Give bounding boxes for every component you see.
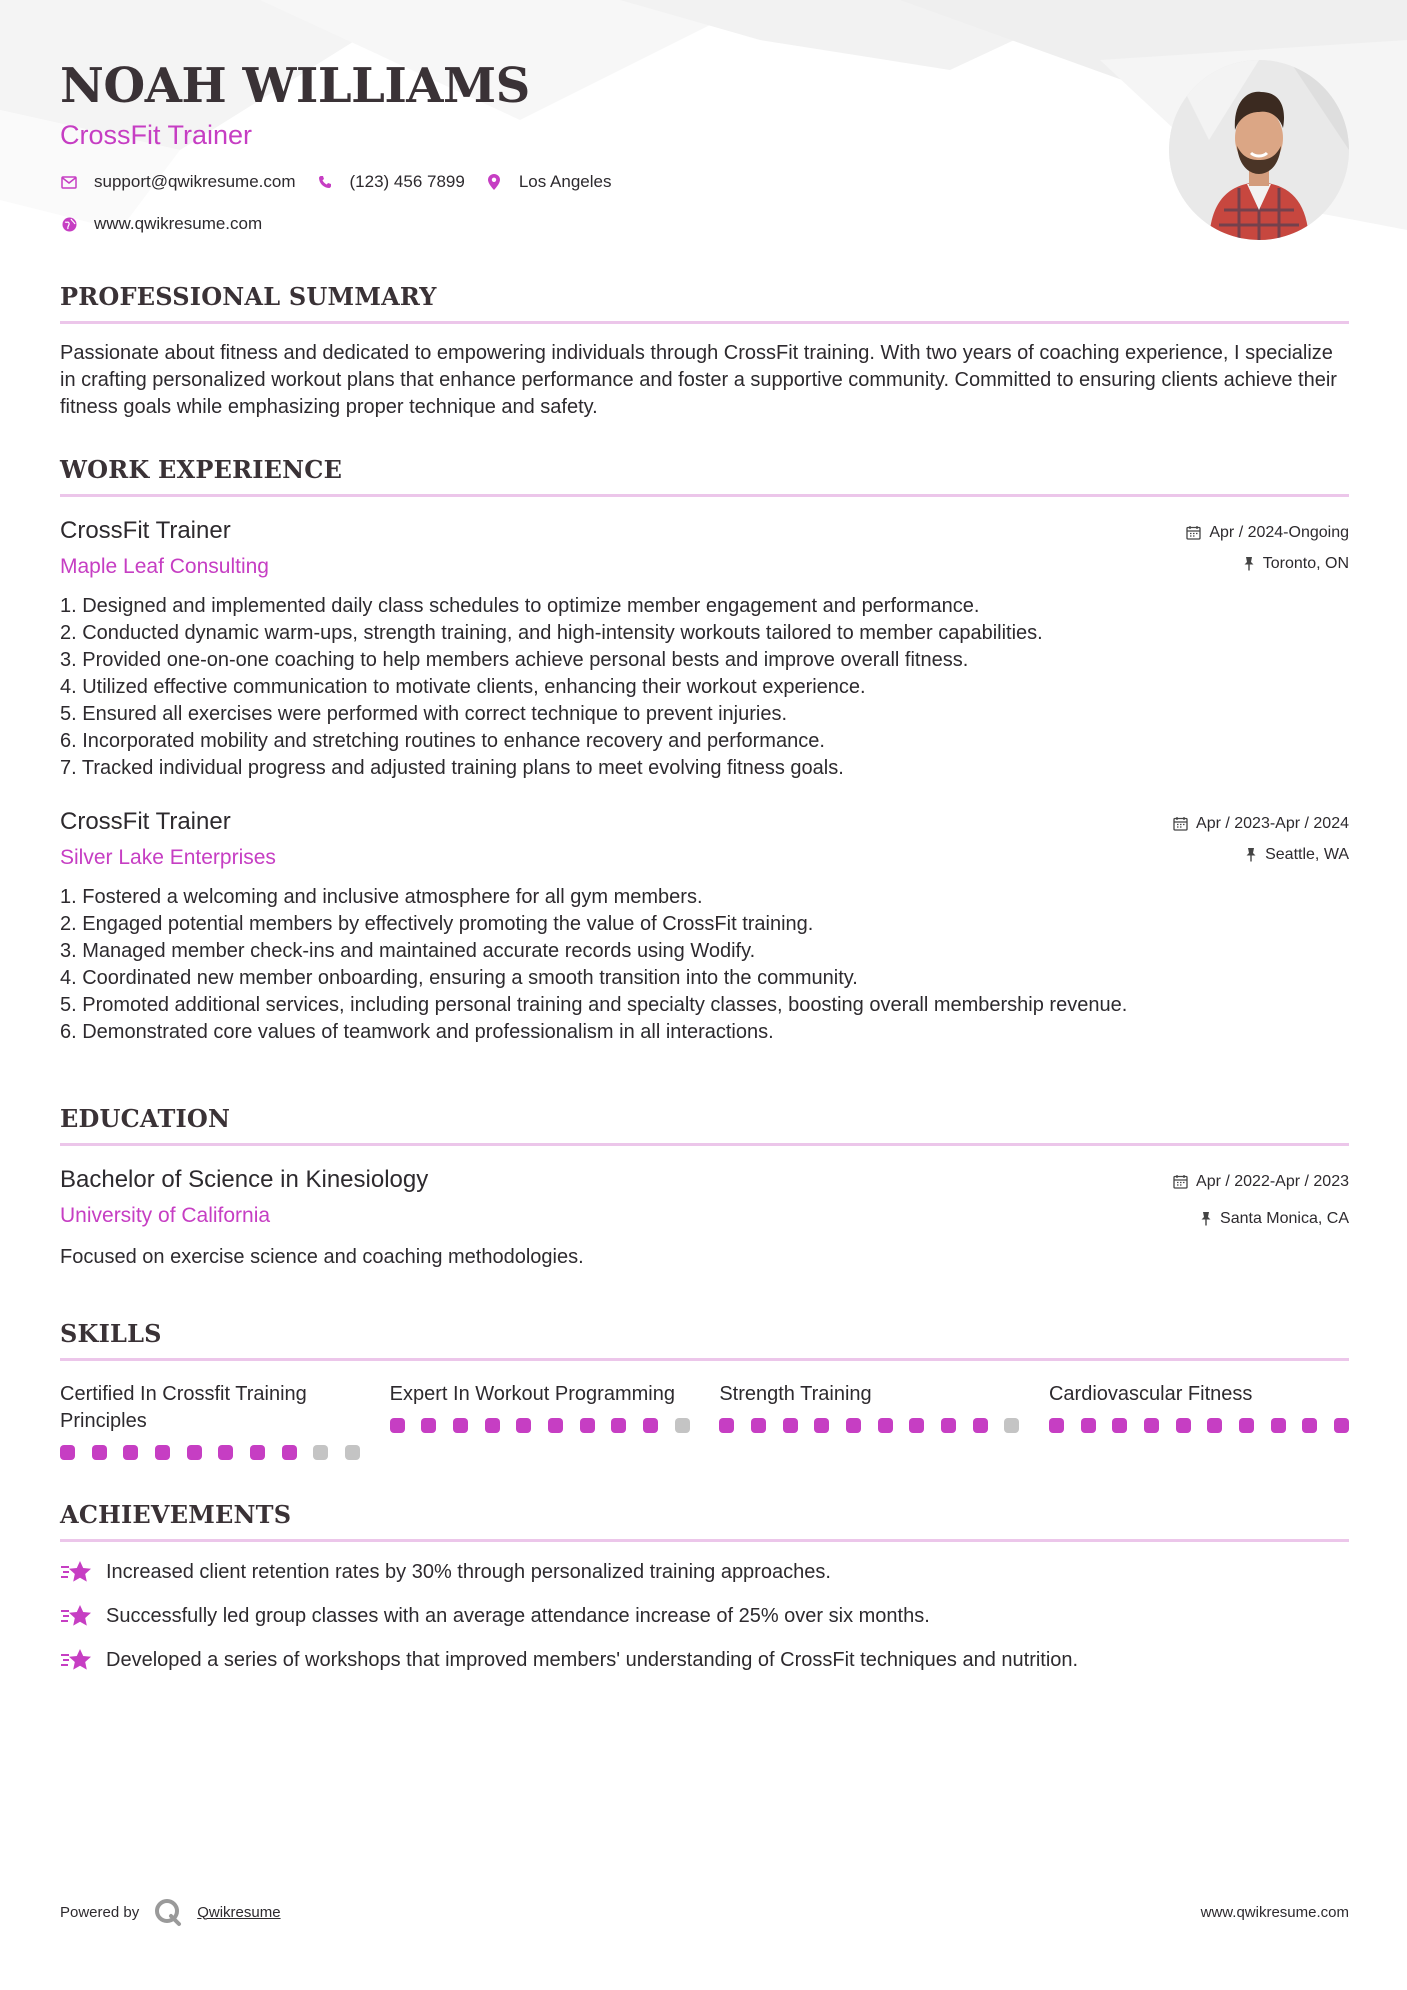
company-name: Silver Lake Enterprises	[60, 846, 276, 869]
rating-dot-filled	[973, 1418, 988, 1433]
rating-dot-filled	[878, 1418, 893, 1433]
calendar-icon	[1173, 816, 1188, 831]
list-item: 5. Ensured all exercises were performed with correct technique to prevent injuries.	[60, 703, 788, 725]
rating-dot-filled	[1081, 1418, 1096, 1433]
pushpin-icon	[1200, 1211, 1212, 1226]
rating-dot-filled	[1334, 1418, 1349, 1433]
list-item: 2. Conducted dynamic warm-ups, strength training, and high-intensity workouts tailored to member capabilities.	[60, 622, 1043, 644]
achievement-text: Increased client retention rates by 30% through personalized training approaches.	[106, 1560, 831, 1583]
rating-dot-filled	[92, 1445, 107, 1460]
rating-dot-filled	[282, 1445, 297, 1460]
list-item: 1. Fostered a welcoming and inclusive atmosphere for all gym members.	[60, 886, 703, 908]
rating-dot-filled	[1239, 1418, 1254, 1433]
rating-dot-filled	[1144, 1418, 1159, 1433]
rating-dot-filled	[611, 1418, 626, 1433]
achievement-item	[60, 1646, 1349, 1674]
list-item: 4. Coordinated new member onboarding, ensuring a smooth transition into the community.	[60, 967, 858, 989]
rating-dot-filled	[751, 1418, 766, 1433]
envelope-icon	[60, 173, 78, 191]
rating-dot-empty	[345, 1445, 360, 1460]
skill-name: Expert In Workout Programming	[389, 1383, 675, 1405]
job-dates: Apr / 2023-Apr / 2024	[1196, 814, 1349, 832]
section-heading-education: EDUCATION	[60, 1104, 1349, 1146]
school-name: University of California	[60, 1204, 271, 1227]
skill-rating	[60, 1445, 360, 1460]
pushpin-icon	[1245, 847, 1257, 862]
skill-name: Certified In Crossfit Training Principles	[60, 1383, 307, 1432]
achievement-item	[60, 1602, 1349, 1630]
rating-dot-filled	[123, 1445, 138, 1460]
achievements-section	[60, 1500, 1349, 1674]
rating-dot-filled	[814, 1418, 829, 1433]
list-item: 3. Provided one-on-one coaching to help members achieve personal bests and improve overall fitness.	[60, 649, 969, 671]
location-text: Los Angeles	[518, 172, 612, 191]
job-location: Seattle, WA	[1265, 845, 1349, 863]
education-description: Focused on exercise science and coaching methodologies.	[60, 1246, 584, 1268]
website-row	[60, 214, 282, 234]
list-item: 5. Promoted additional services, including personal training and specialty classes, boosting overall membership revenue.	[60, 994, 1128, 1016]
rating-dot-filled	[516, 1418, 531, 1433]
rating-dot-filled	[421, 1418, 436, 1433]
skill-rating	[1049, 1418, 1349, 1433]
achievement-item	[60, 1558, 1349, 1586]
rating-dot-filled	[187, 1445, 202, 1460]
summary-text: Passionate about fitness and dedicated to empowering individuals through CrossFit training. With two years of coaching experience, I specialize in crafting personalized workout plans that enhance performance and foster a supportive community. Committed to ensuring clients achieve their fitness goals while emphasizing proper technique and safety.	[60, 342, 1337, 418]
list-item: 7. Tracked individual progress and adjusted training plans to meet evolving fitness goals.	[60, 757, 844, 779]
powered-by-label: Powered by	[60, 1903, 140, 1921]
globe-icon	[60, 215, 78, 233]
rating-dot-filled	[390, 1418, 405, 1433]
education-location: Santa Monica, CA	[1220, 1209, 1349, 1227]
job-entry	[60, 517, 1349, 782]
achievement-text: Developed a series of workshops that improved members' understanding of CrossFit techniques and nutrition.	[106, 1648, 1079, 1671]
page-footer	[60, 1897, 1349, 1927]
skill-item	[1049, 1381, 1349, 1460]
job-title: CrossFit Trainer	[60, 517, 231, 544]
phone-icon	[316, 173, 334, 191]
website-link[interactable]: www.qwikresume.com	[94, 214, 263, 233]
brand-link[interactable]: Qwikresume	[197, 1903, 281, 1921]
education-section	[60, 1104, 1349, 1271]
skill-name: Strength Training	[719, 1383, 872, 1405]
skill-item	[719, 1381, 1019, 1460]
job-dates: Apr / 2024-Ongoing	[1209, 523, 1349, 541]
rating-dot-filled	[783, 1418, 798, 1433]
rating-dot-filled	[1049, 1418, 1064, 1433]
rating-dot-filled	[485, 1418, 500, 1433]
education-dates: Apr / 2022-Apr / 2023	[1196, 1172, 1349, 1190]
company-name: Maple Leaf Consulting	[60, 555, 269, 578]
candidate-title: CrossFit Trainer	[60, 120, 253, 150]
qwikresume-logo-icon	[153, 1897, 183, 1927]
skill-name: Cardiovascular Fitness	[1048, 1383, 1253, 1405]
rating-dot-filled	[941, 1418, 956, 1433]
resume-header	[60, 0, 1349, 262]
list-item: 1. Designed and implemented daily class schedules to optimize member engagement and performance.	[60, 595, 980, 617]
job-entry	[60, 808, 1349, 1046]
rating-dot-filled	[250, 1445, 265, 1460]
job-title: CrossFit Trainer	[60, 808, 231, 835]
map-pin-icon	[485, 173, 503, 191]
skills-list	[60, 1381, 1349, 1460]
profile-photo	[1169, 60, 1349, 240]
skill-item	[60, 1381, 360, 1460]
rating-dot-empty	[675, 1418, 690, 1433]
rating-dot-filled	[1112, 1418, 1127, 1433]
section-heading-skills: SKILLS	[60, 1319, 1349, 1361]
section-heading-summary: PROFESSIONAL SUMMARY	[60, 282, 1349, 324]
skills-section	[60, 1319, 1349, 1460]
list-item: 6. Demonstrated core values of teamwork and professionalism in all interactions.	[60, 1021, 774, 1043]
phone-number[interactable]: (123) 456 7899	[349, 172, 465, 191]
degree-title: Bachelor of Science in Kinesiology	[60, 1166, 429, 1193]
summary-section	[60, 282, 1349, 421]
star-icon	[60, 1558, 94, 1586]
education-entry	[60, 1166, 1349, 1271]
calendar-icon	[1173, 1174, 1188, 1189]
skill-rating	[390, 1418, 690, 1433]
email-link[interactable]: support@qwikresume.com	[94, 172, 296, 191]
job-bullets	[60, 593, 1349, 782]
rating-dot-filled	[846, 1418, 861, 1433]
footer-website-link[interactable]: www.qwikresume.com	[1200, 1903, 1349, 1921]
rating-dot-filled	[643, 1418, 658, 1433]
star-icon	[60, 1602, 94, 1630]
list-item: 4. Utilized effective communication to motivate clients, enhancing their workout experience.	[60, 676, 866, 698]
rating-dot-filled	[453, 1418, 468, 1433]
rating-dot-filled	[1271, 1418, 1286, 1433]
powered-by	[60, 1897, 281, 1927]
rating-dot-filled	[719, 1418, 734, 1433]
candidate-name: NOAH WILLIAMS	[60, 58, 530, 114]
calendar-icon	[1186, 525, 1201, 540]
rating-dot-filled	[60, 1445, 75, 1460]
job-location: Toronto, ON	[1262, 554, 1349, 572]
rating-dot-filled	[1176, 1418, 1191, 1433]
pushpin-icon	[1243, 556, 1255, 571]
rating-dot-filled	[155, 1445, 170, 1460]
job-bullets	[60, 884, 1349, 1046]
rating-dot-empty	[313, 1445, 328, 1460]
rating-dot-filled	[580, 1418, 595, 1433]
rating-dot-filled	[1302, 1418, 1317, 1433]
star-icon	[60, 1646, 94, 1674]
rating-dot-filled	[548, 1418, 563, 1433]
section-heading-experience: WORK EXPERIENCE	[60, 455, 1349, 497]
section-heading-achievements: ACHIEVEMENTS	[60, 1500, 1349, 1542]
list-item: 3. Managed member check-ins and maintained accurate records using Wodify.	[60, 940, 756, 962]
rating-dot-filled	[1207, 1418, 1222, 1433]
list-item: 2. Engaged potential members by effectively promoting the value of CrossFit training.	[60, 913, 814, 935]
rating-dot-empty	[1004, 1418, 1019, 1433]
rating-dot-filled	[909, 1418, 924, 1433]
contact-row	[60, 172, 631, 192]
experience-section	[60, 455, 1349, 1046]
rating-dot-filled	[218, 1445, 233, 1460]
skill-item	[390, 1381, 690, 1460]
skill-rating	[719, 1418, 1019, 1433]
list-item: 6. Incorporated mobility and stretching routines to enhance recovery and performance.	[60, 730, 825, 752]
achievement-text: Successfully led group classes with an average attendance increase of 25% over six months.	[106, 1604, 930, 1627]
